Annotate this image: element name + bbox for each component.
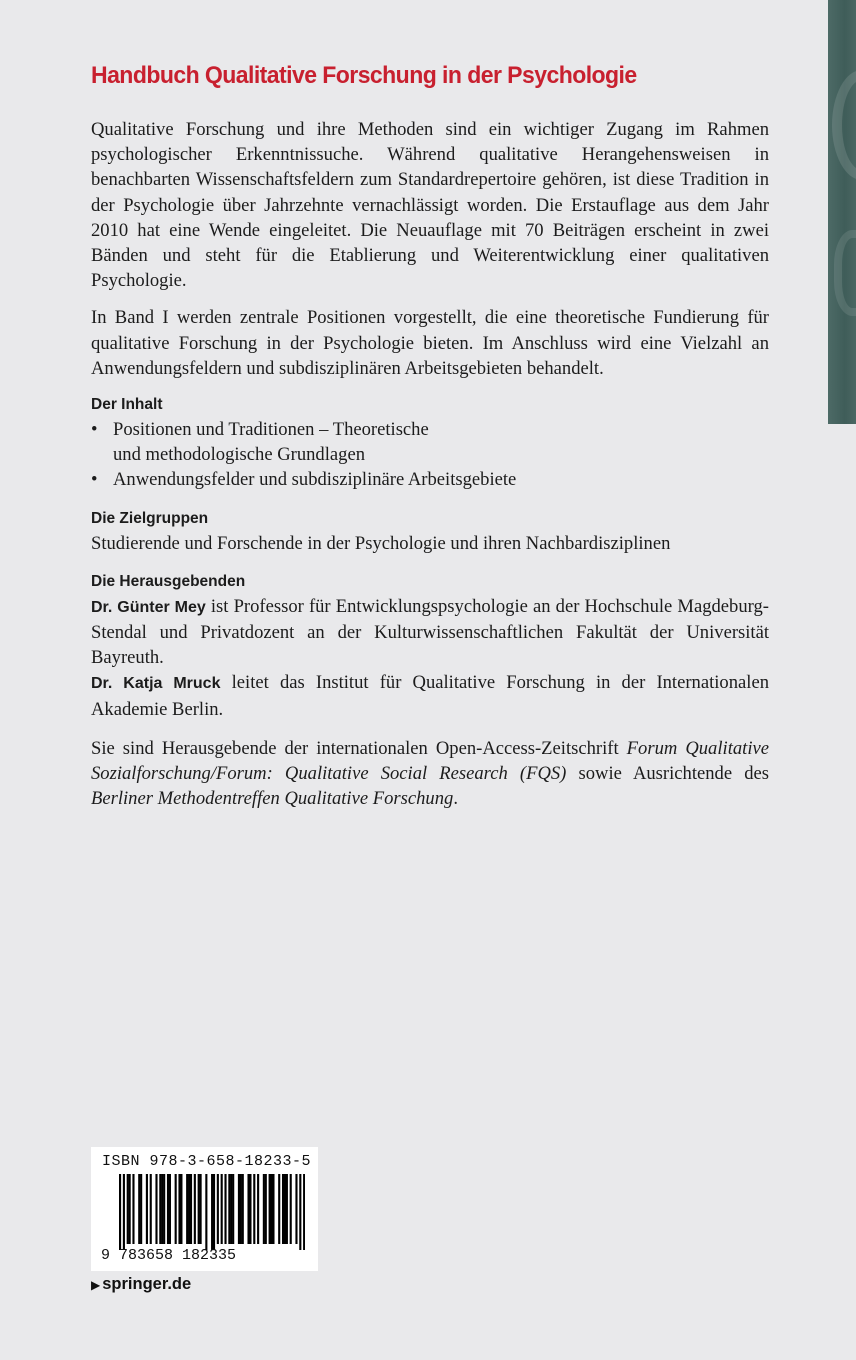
barcode-bar	[242, 1174, 244, 1244]
barcode-bar	[163, 1174, 165, 1244]
barcode-bar	[284, 1174, 286, 1244]
barcode-bar	[295, 1174, 297, 1244]
barcode-bar	[213, 1174, 215, 1250]
barcode-bar	[190, 1174, 192, 1244]
barcode-bar	[175, 1174, 177, 1244]
barcode-bar	[265, 1174, 267, 1244]
barcode-bar	[200, 1174, 202, 1244]
barcode-digits: 9 783658 182335	[101, 1247, 237, 1264]
barcode-bar	[253, 1174, 255, 1244]
editor-name: Dr. Katja Mruck	[91, 675, 221, 693]
barcode-bar	[159, 1174, 161, 1244]
barcode-bar	[155, 1174, 157, 1244]
barcode-bar	[150, 1174, 152, 1244]
section-zielgruppen	[91, 507, 769, 556]
list-item-line: und methodologische Grundlagen	[113, 444, 365, 466]
intro-paragraph-1: Qualitative Forschung und ihre Methoden sind ein wichtiger Zugang im Rahmen psychologischer Erkenntnissuche. Während qualitative Herangehensweisen in benachbarten Wissenschaftsfeldern zum Standardrepertoire gehören, ist diese Tradition in der Psychologie über Jahrzehnte vernachlässigt worden. Die Erstauflage aus dem Jahr 2010 hat eine Wende eingeleitet. Die Neuauflage mit 70 Beiträgen erscheint in zwei Bänden und steht für die Etablierung und Weiterentwicklung einer qualitativen Psychologie.	[91, 119, 769, 292]
barcode-bar	[186, 1174, 188, 1244]
barcode-bar	[198, 1174, 200, 1244]
barcode-bar	[238, 1174, 240, 1244]
list-item	[91, 417, 769, 467]
barcode-bar	[270, 1174, 272, 1244]
barcode-bar	[228, 1174, 230, 1244]
barcode-bar	[240, 1174, 242, 1244]
section-herausgebende	[91, 570, 769, 722]
publisher-link[interactable]	[91, 1275, 191, 1294]
editor-name: Dr. Günter Mey	[91, 598, 206, 616]
barcode-bar	[303, 1174, 305, 1250]
barcode-bar	[140, 1174, 142, 1244]
barcode-bar	[282, 1174, 284, 1244]
barcode-bar	[205, 1174, 207, 1250]
barcode-bar	[211, 1174, 213, 1250]
barcode-bar	[232, 1174, 234, 1244]
arrow-right-icon: ▶	[91, 1278, 101, 1292]
barcode-bar	[167, 1174, 169, 1244]
barcode-bar	[180, 1174, 182, 1244]
intro-paragraph-2: In Band I werden zentrale Positionen vorgestellt, die eine theoretische Fundierung für qualitative Forschung in der Psychologie bieten. Im Anschluss wird eine Vielzahl an Anwendungsfeldern und subdisziplinären Arbeitsgebieten behandelt.	[91, 307, 769, 379]
back-cover-text	[91, 117, 769, 823]
barcode-bar	[119, 1174, 121, 1250]
barcode-bar	[194, 1174, 196, 1244]
spine-decoration	[832, 70, 856, 180]
editor-bio-text: ist Professor für Entwicklungspsychologie an der Hochschule Magdeburg-Stendal und Privatdozent an der Kulturwissenschaftlichen Fakultät der Universität Bayreuth.	[91, 595, 769, 669]
isbn-label: ISBN 978-3-658-18233-5	[102, 1153, 312, 1170]
editor-bio	[91, 594, 769, 671]
section-inhalt	[91, 393, 769, 493]
barcode-bar	[161, 1174, 163, 1244]
barcode-bar	[278, 1174, 280, 1244]
section-heading-inhalt: Der Inhalt	[91, 396, 163, 414]
barcode-bar	[230, 1174, 232, 1244]
bullet-icon: •	[91, 469, 98, 491]
barcode-bar	[132, 1174, 134, 1244]
publisher-url: springer.de	[102, 1275, 192, 1293]
barcode-bar	[257, 1174, 259, 1244]
inhalt-list	[91, 417, 769, 493]
journal-name: Forum Qualitative Sozialforschung/Forum: Qualitative Social Research (FQS)	[91, 737, 769, 785]
barcode-bar	[178, 1174, 180, 1244]
closing-text: Sie sind Herausgebende der internationalen Open-Access-Zeitschrift	[91, 737, 627, 759]
barcode-bar	[247, 1174, 249, 1244]
barcode-bars	[119, 1174, 305, 1250]
closing-text: .	[453, 788, 458, 810]
barcode-bar	[221, 1174, 223, 1244]
barcode-bar	[169, 1174, 171, 1244]
book-title: Handbuch Qualitative Forschung in der Psychologie	[91, 62, 637, 89]
cover-spine-strip	[828, 0, 856, 424]
barcode-bar	[224, 1174, 226, 1244]
barcode-bar	[269, 1174, 271, 1244]
list-item	[91, 467, 769, 492]
barcode-bar	[263, 1174, 265, 1244]
closing-paragraph	[91, 736, 769, 812]
section-heading-herausgebende: Die Herausgebenden	[91, 572, 246, 590]
barcode-bar	[286, 1174, 288, 1244]
barcode-bar	[129, 1174, 131, 1244]
isbn-barcode	[91, 1147, 318, 1271]
barcode-bar	[138, 1174, 140, 1244]
list-item-line: Anwendungsfelder und subdisziplinäre Arbeitsgebiete	[113, 469, 517, 491]
event-name: Berliner Methodentreffen Qualitative Forschung	[91, 788, 454, 810]
zielgruppen-text: Studierende und Forschende in der Psychologie und ihren Nachbardisziplinen	[91, 532, 671, 554]
barcode-bar	[146, 1174, 148, 1244]
barcode-bar	[299, 1174, 301, 1250]
barcode-bar	[188, 1174, 190, 1244]
barcode-bar	[249, 1174, 251, 1244]
barcode-bar	[127, 1174, 129, 1244]
editor-bio	[91, 670, 769, 721]
barcode-bar	[123, 1174, 125, 1250]
spine-decoration	[834, 230, 856, 316]
barcode-bar	[217, 1174, 219, 1244]
editor-bio-text: leitet das Institut für Qualitative Forschung in der Internationalen Akademie Berlin.	[91, 672, 769, 720]
bullet-icon: •	[91, 419, 98, 441]
section-heading-zielgruppen: Die Zielgruppen	[91, 509, 209, 527]
barcode-bar	[272, 1174, 274, 1244]
list-item-line: Positionen und Traditionen – Theoretische	[113, 419, 429, 441]
closing-text: sowie Ausrichtende des	[566, 763, 769, 785]
barcode-bar	[290, 1174, 292, 1244]
